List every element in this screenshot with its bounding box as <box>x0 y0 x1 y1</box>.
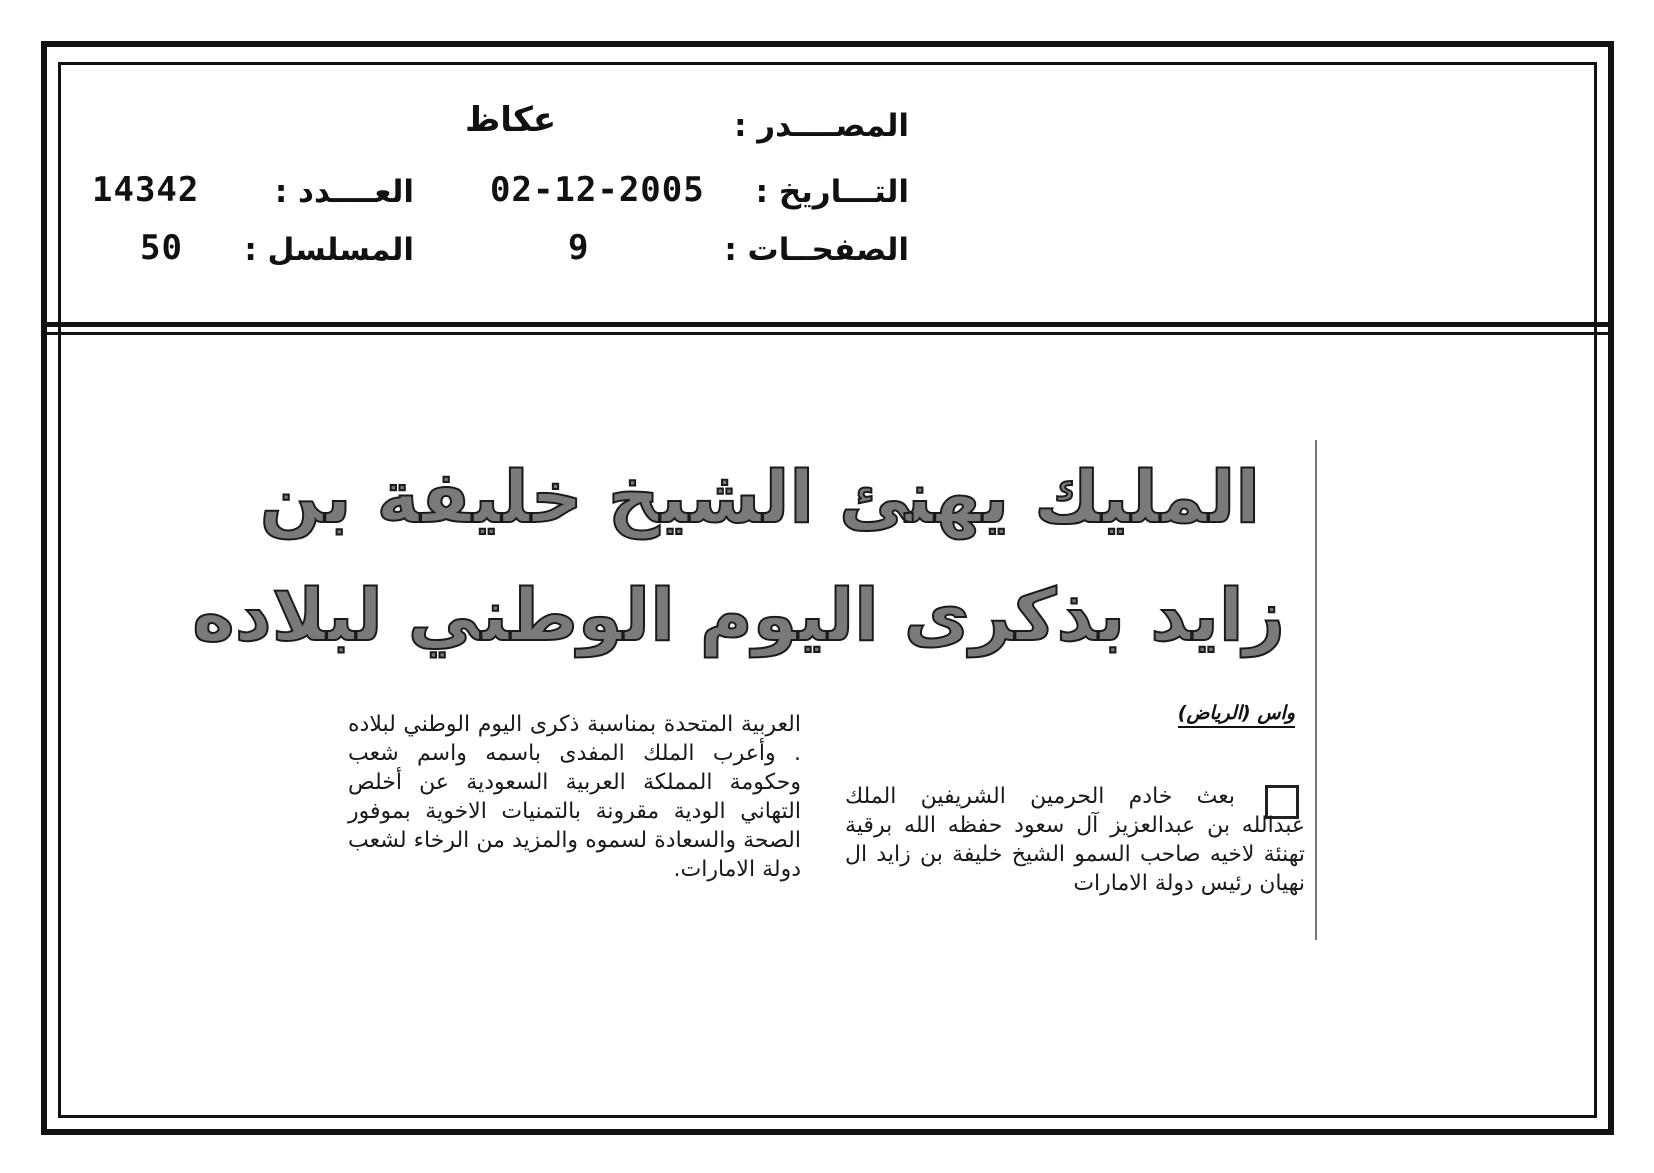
source-label: المصــــدر : <box>734 108 909 144</box>
issue-value: 14342 <box>92 170 200 210</box>
date-label: التـــاريخ : <box>755 174 909 210</box>
headline-line-2: زايد بذكرى اليوم الوطني لبلاده <box>192 573 1285 657</box>
source-value: عكاظ <box>465 100 557 140</box>
pages-label: الصفحــات : <box>724 232 909 268</box>
date-value: 02-12-2005 <box>490 170 705 210</box>
header-divider <box>44 322 1611 335</box>
news-article <box>192 440 1320 940</box>
serial-label: المسلسل : <box>244 232 414 268</box>
headline-line-1: المليك يهنئ الشيخ خليفة بن <box>259 455 1260 539</box>
article-column-left: العربية المتحدة بمناسبة ذكرى اليوم الوطني لبلاده . وأعرب الملك المفدى باسمه واسم شعب وحكومة المملكة العربية السعودية عن أخلص التهاني الودية مقرونة بالتمنيات الاخوية بموفور الصحة والسعادة لسموه والمزيد من الرخاء لشعب دولة الامارات. <box>348 712 801 882</box>
pages-value: 9 <box>568 228 590 268</box>
byline: واس (الرياض) <box>1178 702 1295 728</box>
serial-value: 50 <box>140 228 183 268</box>
issue-label: العــــدد : <box>274 174 414 210</box>
article-column-rule <box>1315 440 1317 940</box>
article-column-right: بعث خادم الحرمين الشريفين الملك عبدالله بن عبدالعزيز آل سعود حفظه الله برقية تهنئة لاخيه صاحب السمو الشيخ خليفة بن زايد ال نهيان رئيس دولة الامارات <box>845 784 1305 896</box>
